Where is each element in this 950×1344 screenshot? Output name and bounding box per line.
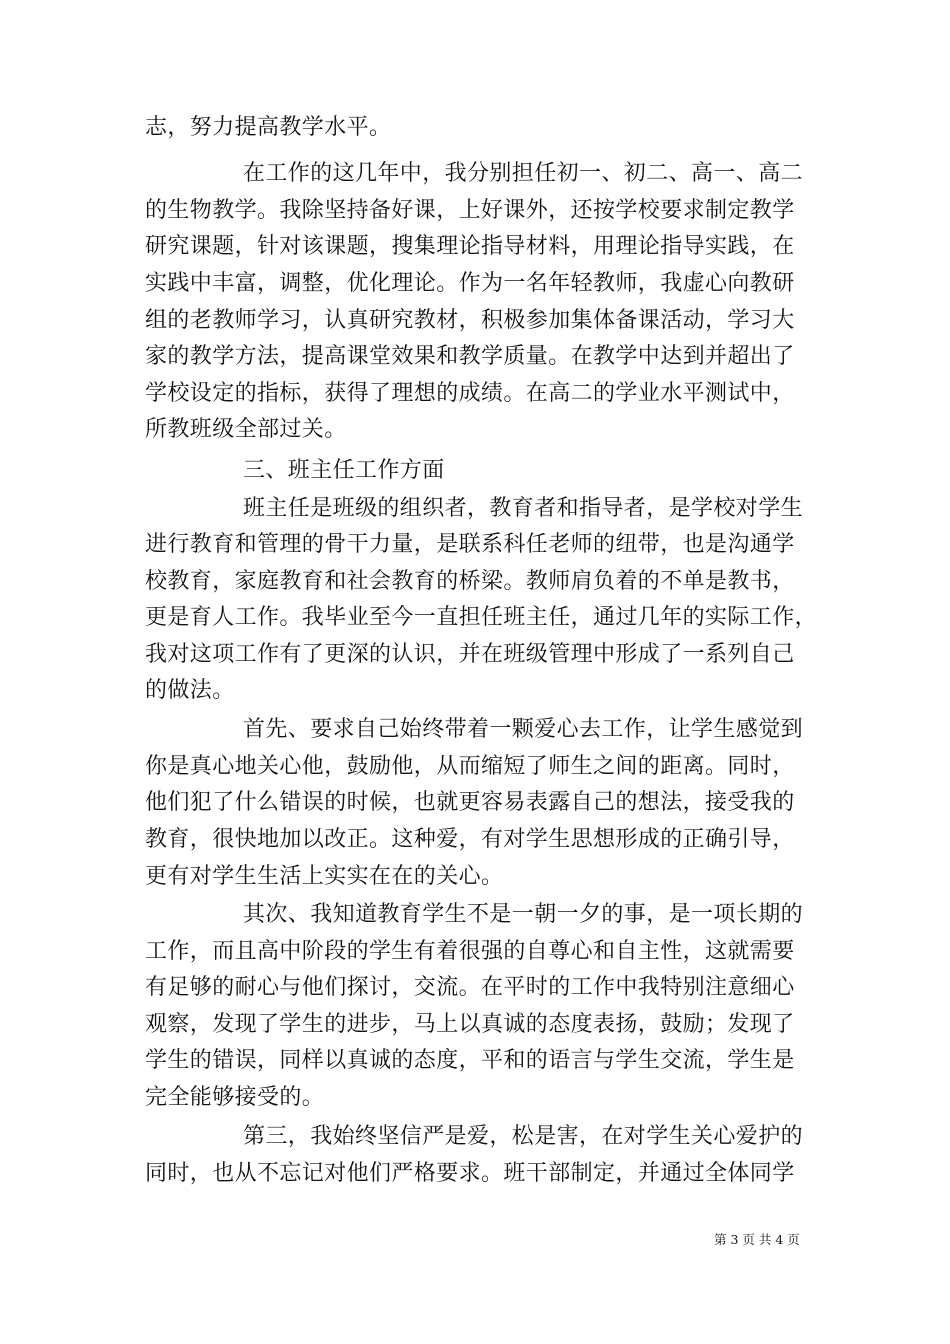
text-line: 更有对学生生活上实实在在的关心。 [145,864,504,889]
page-number-footer: 第 3 页 共 4 页 [714,1232,800,1247]
section-heading: 三、班主任工作方面 [243,458,445,483]
text-line: 同时，也从不忘记对他们严格要求。班干部制定，并通过全体同学 [145,1161,795,1186]
text-line: 实践中丰富，调整，优化理论。作为一名年轻教师，我虚心向教研 [145,271,795,296]
text-line: 有足够的耐心与他们探讨，交流。在平时的工作中我特别注意细心 [145,975,795,1000]
text-line: 班主任是班级的组织者，教育者和指导者，是学校对学生 [243,496,804,521]
text-line: 在工作的这几年中，我分别担任初一、初二、高一、高二 [243,161,804,186]
text-line: 校教育，家庭教育和社会教育的桥梁。教师肩负着的不单是教书， [145,569,795,594]
text-line: 我对这项工作有了更深的认识，并在班级管理中形成了一系列自己 [145,642,795,667]
text-line: 的生物教学。我除坚持备好课，上好课外，还按学校要求制定教学 [145,198,795,223]
text-line: 更是育人工作。我毕业至今一直担任班主任，通过几年的实际工作， [145,605,818,630]
text-line: 首先、要求自己始终带着一颗爱心去工作，让学生感觉到 [243,717,804,742]
text-line: 学校设定的指标，获得了理想的成绩。在高二的学业水平测试中， [145,381,795,406]
text-line: 志，努力提高教学水平。 [145,115,392,140]
text-line: 研究课题，针对该课题，搜集理论指导材料，用理论指导实践，在 [145,234,795,259]
text-line: 组的老教师学习，认真研究教材，积极参加集体备课活动，学习大 [145,308,795,333]
text-line: 学生的错误，同样以真诚的态度，平和的语言与学生交流，学生是 [145,1048,795,1073]
text-line: 家的教学方法，提高课堂效果和教学质量。在教学中达到并超出了 [145,344,795,369]
text-line: 其次、我知道教育学生不是一朝一夕的事，是一项长期的 [243,902,804,927]
text-line: 教育，很快地加以改正。这种爱，有对学生思想形成的正确引导， [145,827,795,852]
text-line: 观察，发现了学生的进步，马上以真诚的态度表扬，鼓励；发现了 [145,1012,795,1037]
text-line: 完全能够接受的。 [145,1085,325,1110]
text-line: 第三，我始终坚信严是爱，松是害，在对学生关心爱护的 [243,1124,804,1149]
text-line: 他们犯了什么错误的时候，也就更容易表露自己的想法，接受我的 [145,790,795,815]
text-line: 所教班级全部过关。 [145,417,347,442]
text-line: 工作，而且高中阶段的学生有着很强的自尊心和自主性，这就需要 [145,939,795,964]
text-line: 的做法。 [145,678,235,703]
text-line: 进行教育和管理的骨干力量，是联系科任老师的纽带，也是沟通学 [145,532,795,557]
text-line: 你是真心地关心他，鼓励他，从而缩短了师生之间的距离。同时， [145,754,795,779]
